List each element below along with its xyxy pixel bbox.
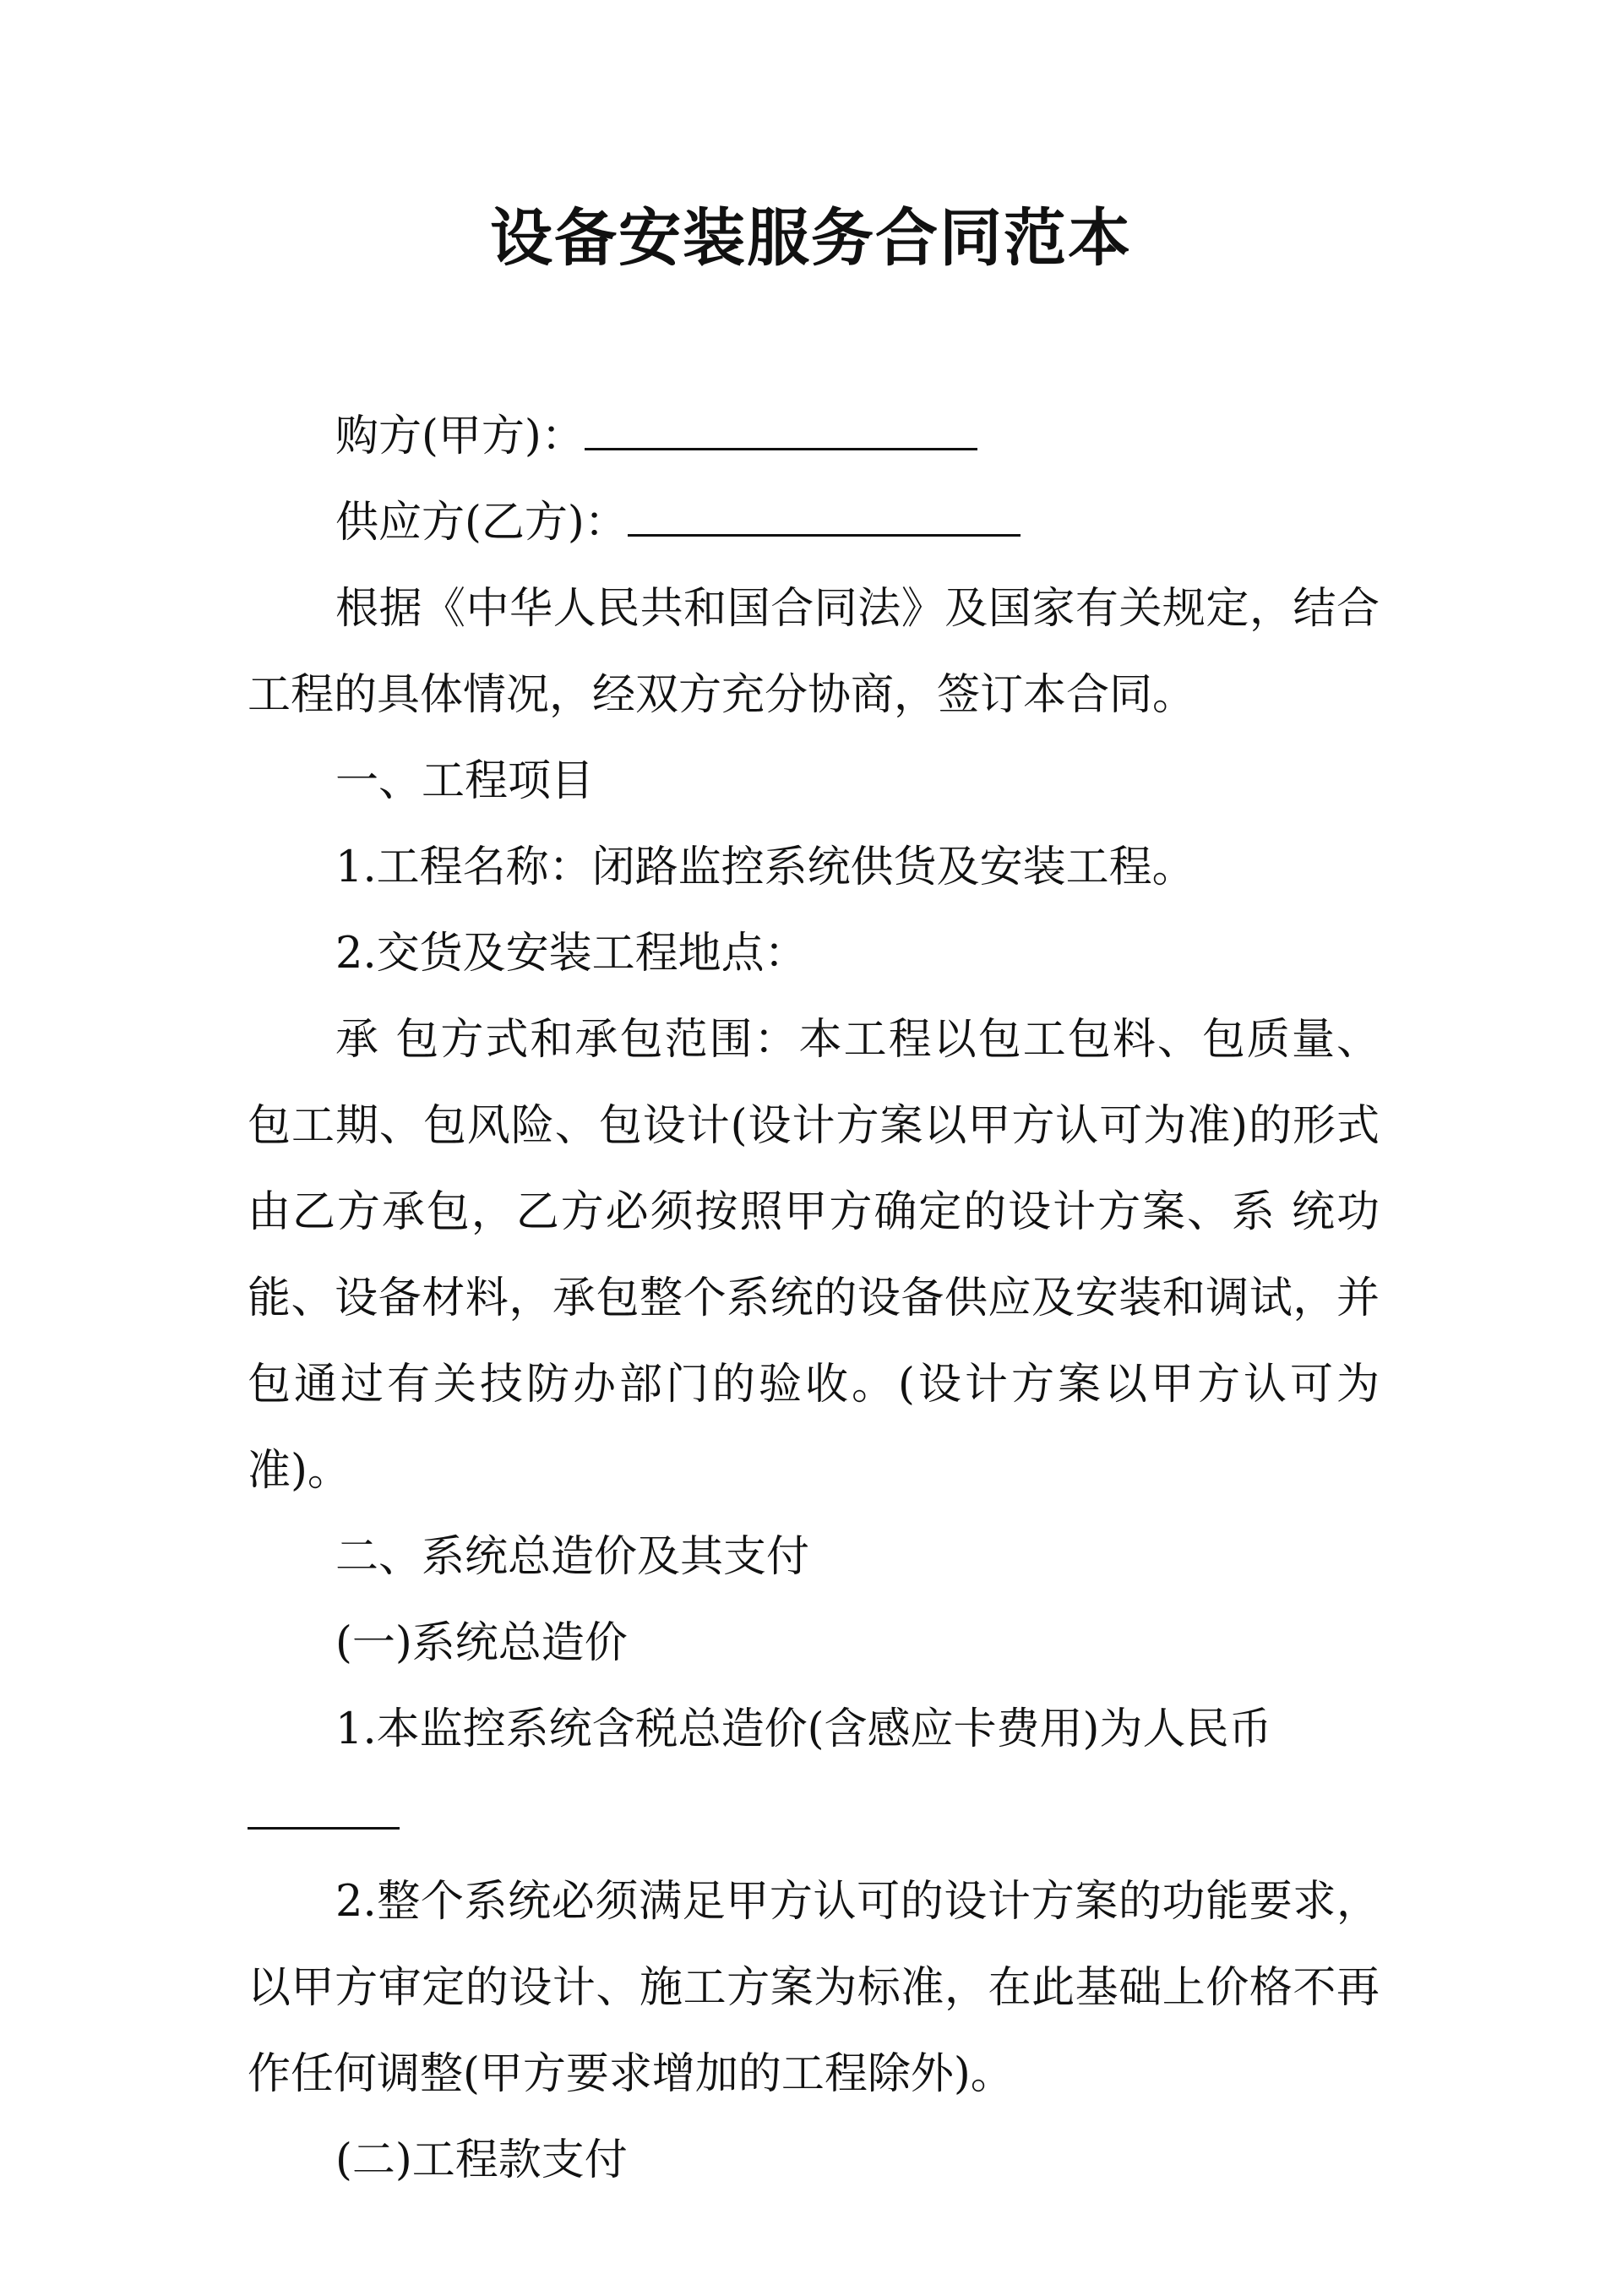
intro-paragraph: 根据《中华人民共和国合同法》及国家有关规定，结合工程的具体情况，经双方充分协商，签订本合同。 — [248, 584, 1380, 720]
project-name-item: 1.工程名称：闭路监控系统供货及安装工程。 — [335, 843, 1195, 892]
supplier-blank — [628, 495, 1021, 537]
document-title: 设备安装服务合同范本 — [490, 202, 1132, 275]
supplier-line — [248, 480, 1380, 566]
price-blank — [248, 1788, 400, 1830]
price-item-1: 1.本监控系统含税总造价(含感应卡费用)为人民币 — [335, 1704, 1272, 1754]
section1-heading: 一、工程项目 — [335, 756, 595, 806]
buyer-line — [248, 394, 1380, 480]
document-body — [248, 394, 1380, 2204]
price-item-2: 2.整个系统必须满足甲方认可的设计方案的功能要求，以甲方审定的设计、施工方案为标准，在此基础上价格不再作任何调整(甲方要求增加的工程除外)。 — [248, 1877, 1380, 2099]
section2-heading: 二、系统总造价及其支付 — [335, 1532, 810, 1582]
buyer-blank — [585, 409, 977, 450]
total-price-subheading: (一)系统总造价 — [335, 1618, 628, 1668]
project-location-item: 2.交货及安装工程地点： — [335, 929, 808, 979]
price-blank-line — [248, 1773, 1380, 1859]
supplier-label: 供应方(乙方)： — [335, 498, 628, 548]
buyer-label: 购方(甲方)： — [335, 412, 585, 461]
contract-scope-paragraph: 承 包方式和承包范围：本工程以包工包料、包质量、包工期、包风险、包设计(设计方案以甲方认可为准)的形式由乙方承包，乙方必须按照甲方确定的设计方案、系 统功能、设备材料，承包整个系统的设备供应及安装和调试，并包通过有关技防办部门的验收。(设计方案以甲方认可为准)。 — [248, 1015, 1380, 1496]
payment-subheading: (二)工程款支付 — [335, 2135, 628, 2185]
